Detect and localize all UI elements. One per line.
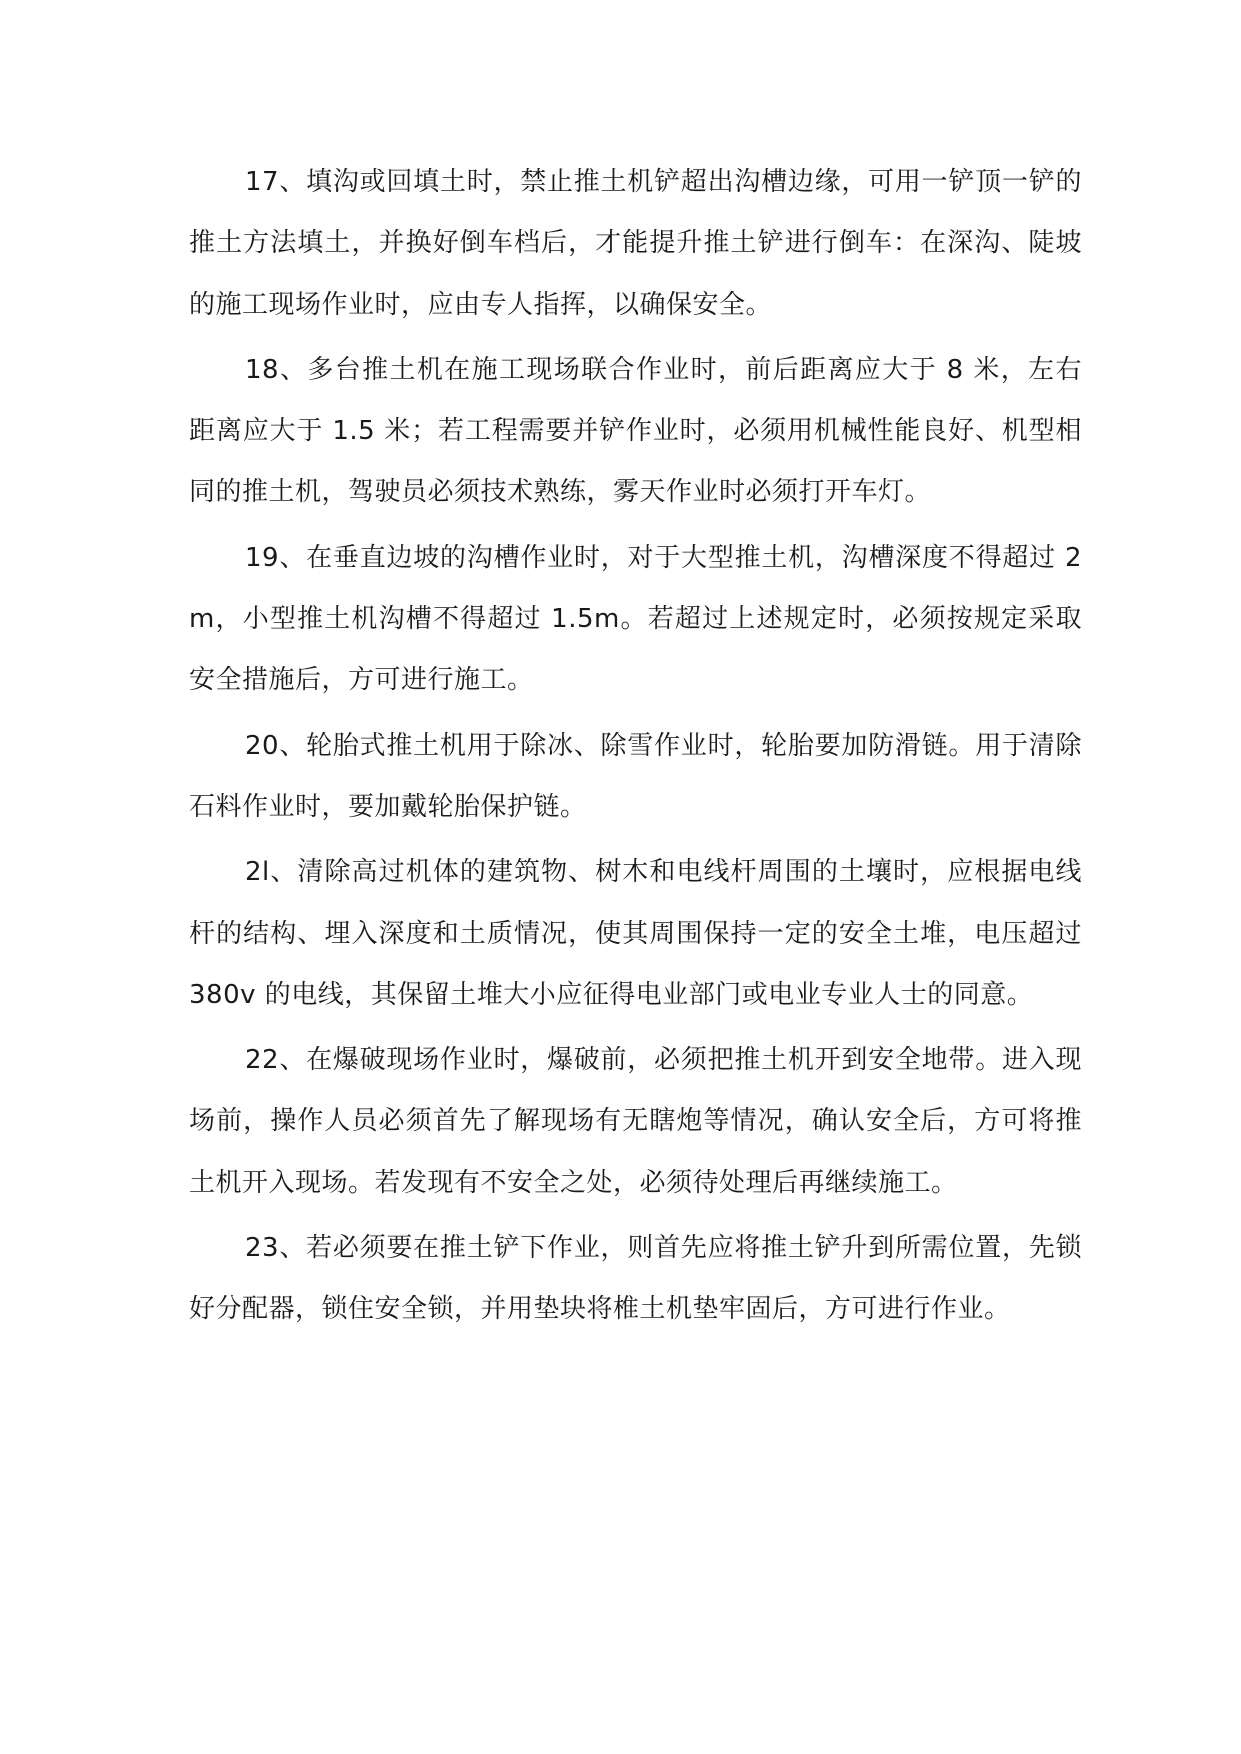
paragraph-rule-23: 23、若必须要在推土铲下作业，则首先应将推土铲升到所需位置，先锁好分配器，锁住安全锁，并用垫块将椎土机垫牢固后，方可进行作业。 [189, 1233, 1082, 1325]
document-body [189, 152, 1082, 1345]
paragraph-rule-17: 17、填沟或回填土时，禁止推土机铲超出沟槽边缘，可用一铲顶一铲的推土方法填土，并换好倒车档后，才能提升推土铲进行倒车：在深沟、陡坡的施工现场作业时，应由专人指挥，以确保安全。 [189, 167, 1082, 320]
paragraph-rule-20: 20、轮胎式推土机用于除冰、除雪作业时，轮胎要加防滑链。用于清除石料作业时，要加戴轮胎保护链。 [189, 730, 1082, 822]
paragraph-rule-21: 2l、清除高过机体的建筑物、树木和电线杆周围的土壤时，应根据电线杆的结构、埋入深度和土质情况，使其周围保持一定的安全土堆，电压超过 380v 的电线，其保留土堆大小应征得电业部门或电业专业人士的同意。 [189, 857, 1082, 1010]
paragraph-rule-22: 22、在爆破现场作业时，爆破前，必须把推土机开到安全地带。进入现场前，操作人员必须首先了解现场有无瞎炮等情况，确认安全后，方可将推土机开入现场。若发现有不安全之处，必须待处理后再继续施工。 [189, 1045, 1082, 1198]
paragraph-rule-19: 19、在垂直边坡的沟槽作业时，对于大型推土机，沟槽深度不得超过 2m，小型推土机沟槽不得超过 1.5m。若超过上述规定时，必须按规定采取安全措施后，方可进行施工。 [189, 542, 1082, 696]
paragraph-rule-18: 18、多台推土机在施工现场联合作业时，前后距离应大于 8 米，左右距离应大于 1.5 米；若工程需要并铲作业时，必须用机械性能良好、机型相同的推土机，驾驶员必须技术熟练，雾天作业时必须打开车灯。 [189, 354, 1082, 508]
